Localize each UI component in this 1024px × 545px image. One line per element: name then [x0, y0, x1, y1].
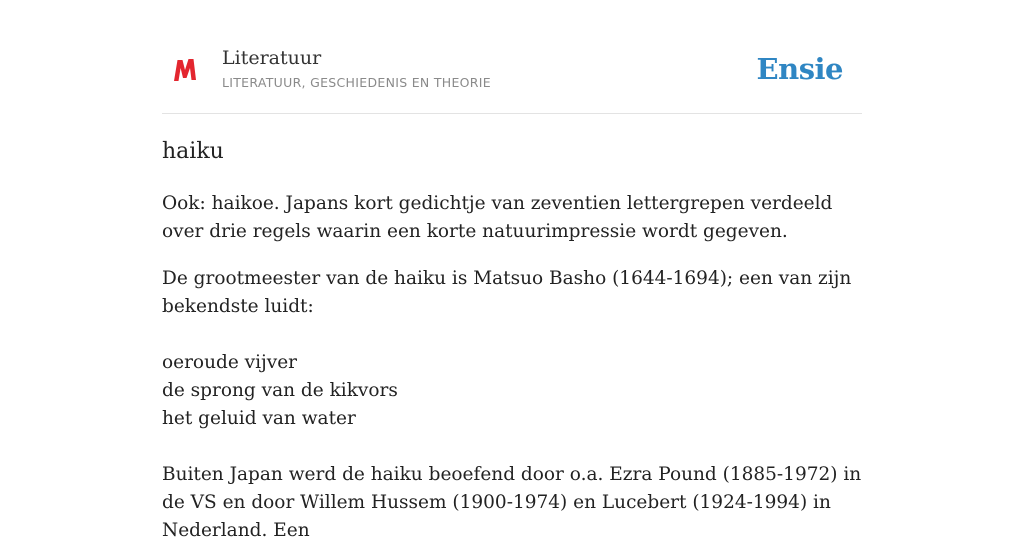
article-paragraph-2: De grootmeester van de haiku is Matsuo Basho (1644-1694); een van zijn bekendste luidt: [162, 268, 852, 317]
article-paragraph-1: Ook: haikoe. Japans kort gedichtje van zeventien lettergrepen verdeeld over drie regels waarin een korte natuurimpressie wordt gegeven. [162, 193, 833, 242]
ensie-brand-link[interactable]: Ensie [756, 52, 843, 86]
article-container [162, 0, 862, 541]
haiku-poem [162, 349, 398, 433]
poem-line: oeroude vijver [162, 352, 298, 373]
site-subtitle: LITERATUUR, GESCHIEDENIS EN THEORIE [222, 75, 491, 90]
poem-line: het geluid van water [162, 408, 356, 429]
site-header [162, 0, 862, 114]
site-title[interactable]: Literatuur [222, 47, 322, 69]
article-paragraph-3: Buiten Japan werd de haiku beoefend door o.a. Ezra Pound (1885-1972) in de VS en door Willem Hussem (1900-1974) en Lucebert (1924-1994) in Nederland. Een [162, 464, 862, 541]
m-logo-icon[interactable] [172, 56, 198, 84]
article-title: haiku [162, 139, 224, 164]
poem-line: de sprong van de kikvors [162, 380, 398, 401]
